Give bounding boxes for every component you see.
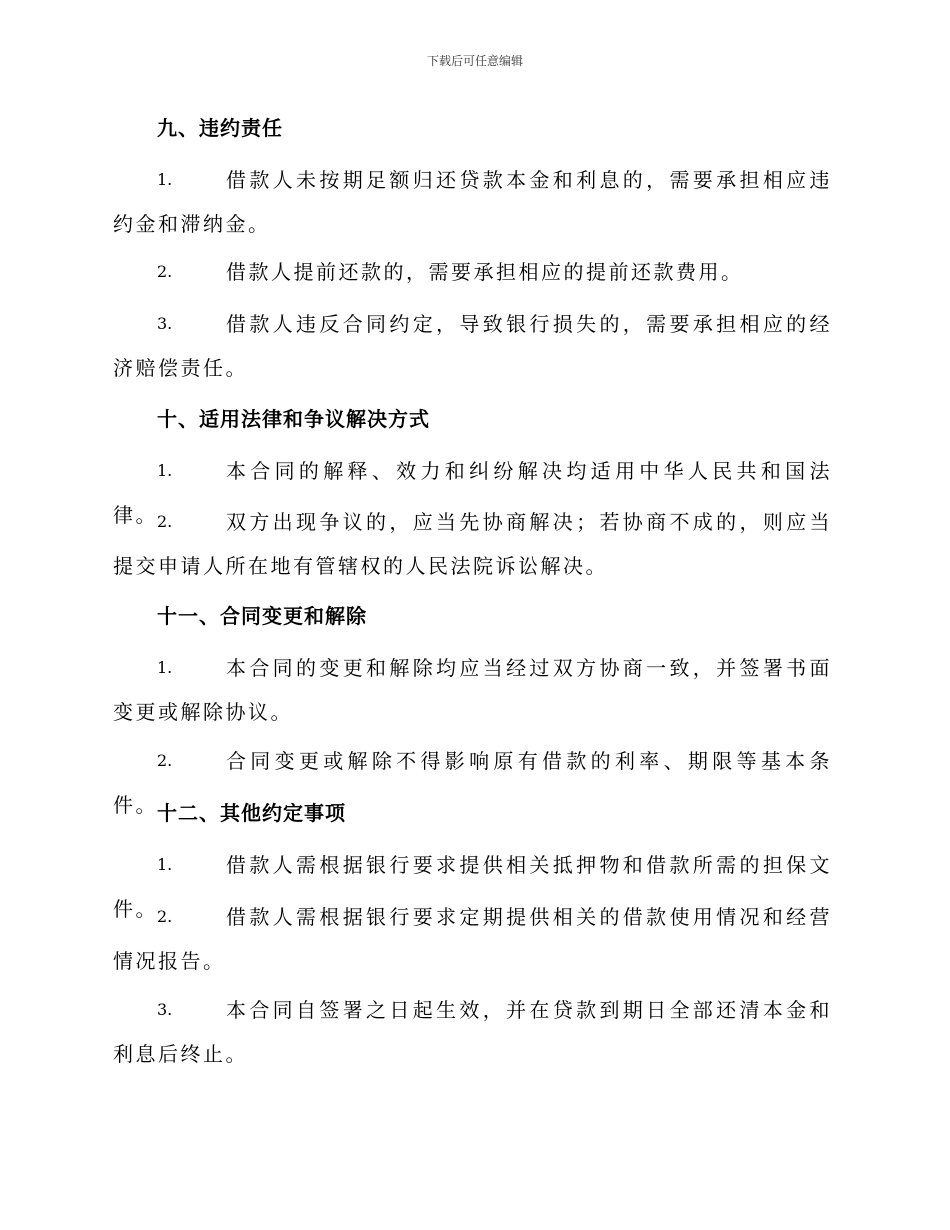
item-text: 借款人未按期足额归还贷款本金和利息的，需要承担相应违约金和滞纳金。 <box>113 168 832 236</box>
item-number: 2. <box>157 907 173 926</box>
item-number: 2. <box>157 262 173 281</box>
item-text: 合同变更或解除不得影响原有借款的利率、期限等基本条件。 <box>113 749 832 817</box>
section-heading: 十、适用法律和争议解决方式 <box>157 407 430 431</box>
item-text: 借款人需根据银行要求定期提供相关的借款使用情况和经营情况报告。 <box>113 905 832 973</box>
item-number: 3. <box>157 1000 173 1019</box>
item-number: 1. <box>157 461 173 480</box>
item-number: 1. <box>157 170 173 189</box>
list-item <box>113 646 832 734</box>
list-item <box>113 988 832 1076</box>
item-text: 双方出现争议的，应当先协商解决；若协商不成的，则应当提交申请人所在地有管辖权的人民法院诉讼解决。 <box>113 510 832 578</box>
item-text: 借款人提前还款的，需要承担相应的提前还款费用。 <box>226 260 744 284</box>
list-item <box>113 158 832 246</box>
item-text: 本合同的变更和解除均应当经过双方协商一致，并签署书面变更或解除协议。 <box>113 656 832 724</box>
list-item <box>113 302 832 390</box>
item-text: 借款人违反合同约定，导致银行损失的，需要承担相应的经济赔偿责任。 <box>113 312 832 380</box>
section-heading: 十一、合同变更和解除 <box>157 604 367 628</box>
item-number: 1. <box>157 855 173 874</box>
list-item <box>113 895 832 983</box>
section-heading: 九、违约责任 <box>157 116 283 140</box>
item-text: 本合同自签署之日起生效，并在贷款到期日全部还清本金和利息后终止。 <box>113 998 832 1066</box>
page-header: 下载后可任意编辑 <box>426 54 523 68</box>
item-text: 借款人需根据银行要求提供相关抵押物和借款所需的担保文件。 <box>113 853 832 921</box>
list-item <box>113 250 832 294</box>
item-number: 3. <box>157 314 173 333</box>
item-number: 1. <box>157 658 173 677</box>
item-text: 本合同的解释、效力和纠纷解决均适用中华人民共和国法律。 <box>113 459 832 527</box>
item-number: 2. <box>157 751 173 770</box>
list-item <box>113 500 832 588</box>
item-number: 2. <box>157 512 173 531</box>
section-heading: 十二、其他约定事项 <box>157 801 346 825</box>
